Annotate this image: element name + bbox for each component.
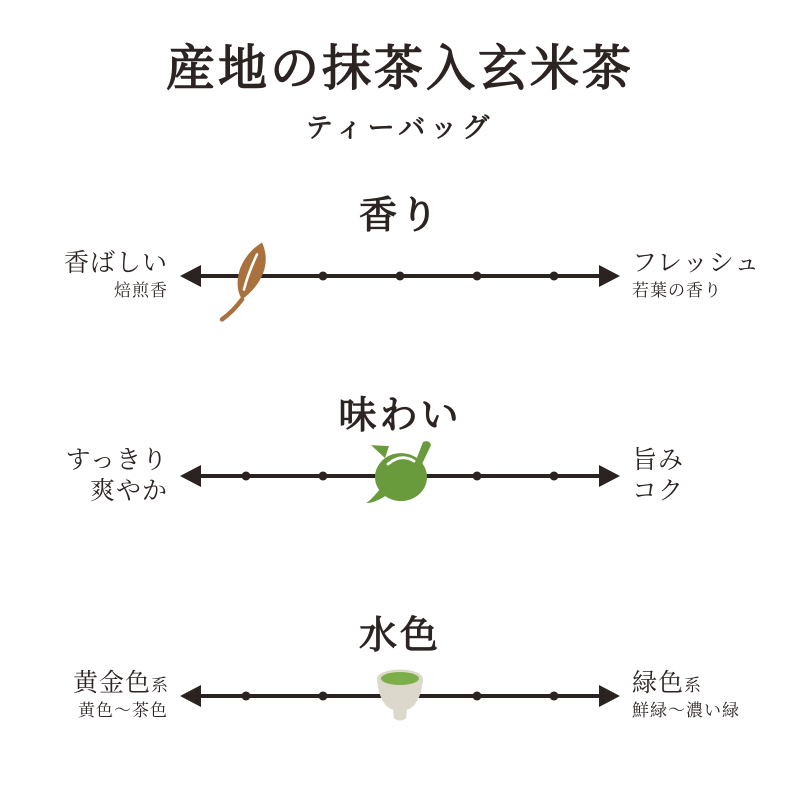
right-label-sub: 若葉の香り	[632, 281, 722, 301]
scale-point-dot	[242, 692, 251, 701]
scale-point-dot	[319, 692, 328, 701]
left-label-suffix: 系	[151, 676, 168, 696]
left-label-main-2: 爽やか	[89, 477, 168, 505]
scale-left-label	[10, 248, 180, 304]
scale-row	[0, 436, 800, 516]
taste-scale	[180, 436, 620, 516]
scale-title: 水色	[358, 612, 441, 657]
right-label-suffix: 系	[684, 676, 702, 696]
left-label-sub: 黄色〜茶色	[78, 701, 168, 721]
scale-right-label	[620, 248, 790, 304]
scale-section-liquor-color	[0, 604, 800, 736]
scale-left-label	[10, 668, 180, 724]
scale-point-dot	[396, 472, 405, 481]
scale-point-dot	[550, 692, 559, 701]
scale-point-dot	[473, 272, 482, 281]
right-arrowhead-icon	[599, 265, 620, 287]
scale-point-dot	[242, 472, 251, 481]
right-label-sub: 鮮緑〜濃い緑	[632, 701, 740, 721]
left-arrowhead-icon	[180, 685, 201, 707]
scale-right-label	[620, 668, 790, 724]
scale-point-dot	[319, 472, 328, 481]
scale-point-dot	[473, 472, 482, 481]
page-subtitle: ティーバッグ	[305, 113, 495, 144]
left-arrowhead-icon	[180, 265, 201, 287]
left-label-sub: 焙煎香	[114, 281, 168, 301]
right-label-main-2: コク	[632, 477, 685, 505]
scale-point-dot	[396, 272, 405, 281]
right-label-main: 旨み	[632, 445, 685, 474]
roasted-leaf-icon	[217, 239, 275, 326]
right-arrowhead-icon	[599, 465, 620, 487]
scale-point-dot	[319, 272, 328, 281]
scale-point-dot	[550, 272, 559, 281]
left-label-main: 香ばしい	[63, 249, 168, 278]
left-label-main: すっきり	[65, 445, 168, 474]
scale-left-label	[10, 445, 180, 508]
right-arrowhead-icon	[599, 685, 620, 707]
left-arrowhead-icon	[180, 465, 201, 487]
scale-right-label	[620, 445, 790, 508]
left-label-main: 黄金色	[72, 669, 151, 698]
scale-section-taste	[0, 384, 800, 516]
scale-point-dot	[242, 272, 251, 281]
scale-row	[0, 656, 800, 736]
scale-section-aroma	[0, 184, 800, 316]
scale-point-dot	[473, 692, 482, 701]
aroma-scale	[180, 236, 620, 316]
scale-title: 味わい	[338, 392, 462, 437]
scale-point-dot	[550, 472, 559, 481]
scale-row	[0, 236, 800, 316]
right-label-main: 緑色	[632, 669, 685, 698]
page-title: 産地の抹茶入玄米茶	[165, 39, 634, 97]
liquor-color-scale	[180, 656, 620, 736]
right-label-main: フレッシュ	[632, 249, 761, 278]
scale-point-dot	[396, 692, 405, 701]
scale-title: 香り	[358, 192, 441, 237]
